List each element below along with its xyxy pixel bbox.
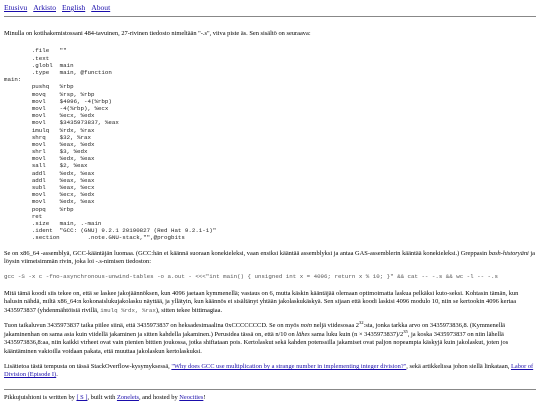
author-link[interactable]: [ S ] — [76, 394, 88, 401]
shell-command-block: gcc -S -x c -fno-asynchronous-unwind-tables -o a.out - <<<"int main() { unsigned int x = 4096; return x % 10; }" && cat -- -.s && wc -l -- -.s — [4, 273, 498, 281]
paragraph-text: :sta, jonka tarkka arvo on 3435973836,8. (Kymmenellä jakaminenhan on sama asia kuin viidellä jakaminen ja sitten kahdella jakaminen.) Perusidea tässä on, että n/10 on — [4, 322, 506, 338]
zonelets-link[interactable]: Zonelets — [116, 394, 139, 401]
paragraph-magic-number — [4, 322, 536, 356]
superscript: 35 — [403, 328, 408, 334]
nav-link-about[interactable]: About — [91, 2, 111, 12]
paragraph-gcc-explanation — [4, 250, 536, 267]
footer-text-part: , and hosted by — [138, 394, 180, 401]
emphasis-text: bash-historyäni — [488, 249, 529, 257]
paragraph-text: sama luku kuin (n × 3435973837)/2 — [309, 330, 404, 338]
nav-link-archive[interactable]: Arkisto — [33, 2, 56, 12]
nav-link-english[interactable]: English — [62, 2, 86, 12]
footer-text-part: Pikkujuishioni is written by — [4, 394, 77, 401]
neocities-link[interactable]: Neocities — [179, 394, 204, 401]
top-nav — [4, 0, 536, 16]
footer-text-part: , built with — [87, 394, 117, 401]
paragraph-further-reading — [4, 363, 536, 380]
nav-link-home[interactable]: Etusivu — [4, 2, 28, 12]
labor-of-division-link[interactable]: Labor of Division (Episode I) — [4, 363, 534, 379]
paragraph-text: Se on x86_64 -assemblyä, GCC-kääntäjän luomaa. (GCC:hän ei käännä suoraan konekieleksi, vaan ensiksi kääntää assemblyksi ja antaa GAS-assemblerin kääntää konekieleksi.) Greppasin — [4, 249, 489, 257]
footer-text — [4, 390, 536, 402]
paragraph-modulo-explanation — [4, 290, 536, 315]
paragraph-text: . — [56, 371, 58, 379]
article-body — [4, 30, 536, 380]
intro-paragraph: Minulla on kotihakemistossani 484-tavuinen, 27-rivinen tiedosto nimeltään "-.s", viiva piste äs. Sen sisältö on seuraava: — [4, 30, 311, 37]
paragraph-text: Tuon taikaluvun 3435973837 taika piilee siinä, että 3435973837 on heksadesimaalina 0xCCCCCCCD. Se on myös — [4, 322, 301, 330]
footer-text-part: ! — [203, 394, 206, 401]
paragraph-text: Lisätietoa tästä tempusta on tässä StackOverflow-kysymyksessä, — [4, 363, 172, 370]
emphasis-text: lähes — [296, 330, 310, 338]
stackoverflow-link[interactable]: "Why does GCC use multiplication by a strange number in implementing integer division?" — [171, 363, 407, 370]
paragraph-text: , ja koska 3435973837 on niin lähellä 3435973836,8:aa, niin kaikki virheet ovat vain pienien bittien joukossa, jotka shiftataan pois. Kertolaskut sekä kahden potenssilla jakamiset ovat paljon nopeampia käskyjä kuin jakolaskut, joten jos kääntäminen vakioilla voidaan pakata, että muuttaa jakolaskun kertolaskuksi. — [4, 330, 509, 355]
paragraph-text: neljä viidesosaa 2 — [311, 322, 359, 330]
paragraph-text: ), sitten tekee bittimagiaa. — [155, 306, 223, 314]
paragraph-text: Mitä tämä koodi siis tekee on, että se laskee jakojäännöksen, kun 4096 jaetaan kymmenellä; vastaus on 6, mutta käskin kääntäjää olemaan optimoimatta laskua pelkäksi kuto-seksi. Kohtasin tämän, kun halusin nähdä, miltä x86_64:n kokonaislukujakolasku näyttää, ja yllätyin, kun käännös ei sisältänyt yhtään jakolaskukäskyä. Sen sijaan että koodi laskisi 4096 modulo 10, niin se kertookin 4096 kertaa 3435973837 (yhdenmähtöisiä rivillä, — [4, 289, 519, 314]
emphasis-text: noin — [300, 322, 312, 330]
paragraph-text: ja löysin viimeisimmän rivin, joka loi -.s-nimisen tiedoston: — [4, 249, 536, 265]
header-divider — [4, 16, 536, 17]
paragraph-text: , sekä artikkelissa johon siellä linkataan, — [406, 363, 511, 370]
inline-code: imulq %rdx, %rax — [100, 306, 156, 314]
assembly-code-block: .file "" .text .globl main .type main, @function main: pushq %rbp movq %rsp, %rbp movl $4096, -4(%rbp) movl -4(%rbp), %ecx movl %ecx, %edx movl $3435973837, %eax imulq %rdx, %rax shrq $32, %rax movl %eax, %edx shrl $3, %edx movl %edx, %eax sall $2, %eax addl %edx, %eax addl %eax, %eax subl %eax, %ecx movl %ecx, %edx movl %edx, %eax popq %rbp ret .size main, .-main .ident "GCC: (GNU) 9.2.1 20190827 (Red Hat 9.2.1-1)" .section .note.GNU-stack,"",@progbits — [4, 47, 217, 242]
page-footer — [4, 389, 536, 402]
superscript: 32 — [358, 320, 364, 326]
